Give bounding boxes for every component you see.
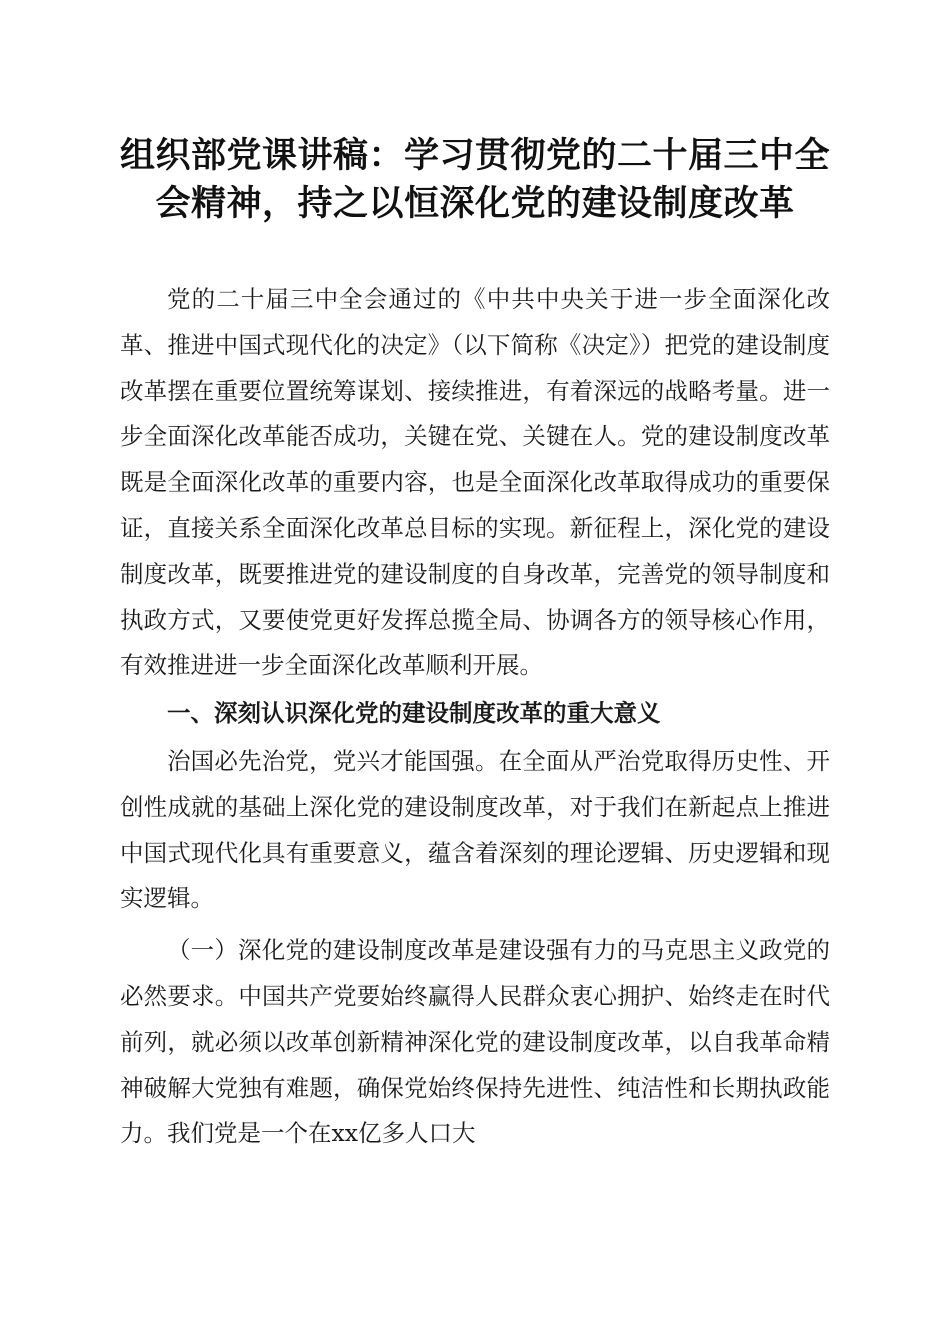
paragraph-significance: 治国必先治党，党兴才能国强。在全面从严治党取得历史性、开创性成就的基础上深化党的建设制度改革，对于我们在新起点上推进中国式现代化具有重要意义，蕴含着深刻的理论逻辑、历史逻辑和现实逻辑。	[120, 746, 830, 913]
paragraph-subsection-1	[120, 928, 830, 1157]
section-heading-1: 一、深刻认识深化党的建设制度改革的重大意义	[167, 699, 661, 728]
subsection-body: 中国共产党要始终赢得人民群众衷心拥护、始终走在时代前列，就必须以改革创新精神深化党的建设制度改革，以自我革命精神破解大党独有难题，确保党始终保持先进性、纯洁性和长期执政能力。我们党是一个在xx亿多人口大	[120, 981, 831, 1148]
paragraph-intro: 党的二十届三中全会通过的《中共中央关于进一步全面深化改革、推进中国式现代化的决定》（以下简称《决定》）把党的建设制度改革摆在重要位置统筹谋划、接续推进，有着深远的战略考量。进一步全面深化改革能否成功，关键在党、关键在人。党的建设制度改革既是全面深化改革的重要内容，也是全面深化改革取得成功的重要保证，直接关系全面深化改革总目标的实现。新征程上，深化党的建设制度改革，既要推进党的建设制度的自身改革，完善党的领导制度和执政方式，又要使党更好发挥总揽全局、协调各方的领导核心作用，有效推进进一步全面深化改革顺利开展。	[120, 285, 830, 680]
document-title: 组织部党课讲稿：学习贯彻党的二十届三中全会精神，持之以恒深化党的建设制度改革	[119, 136, 830, 224]
subsection-lead: （一）深化党的建设制度改革是建设强有力的马克思主义政党的必然要求。	[120, 936, 830, 1010]
document-body	[120, 277, 830, 1157]
